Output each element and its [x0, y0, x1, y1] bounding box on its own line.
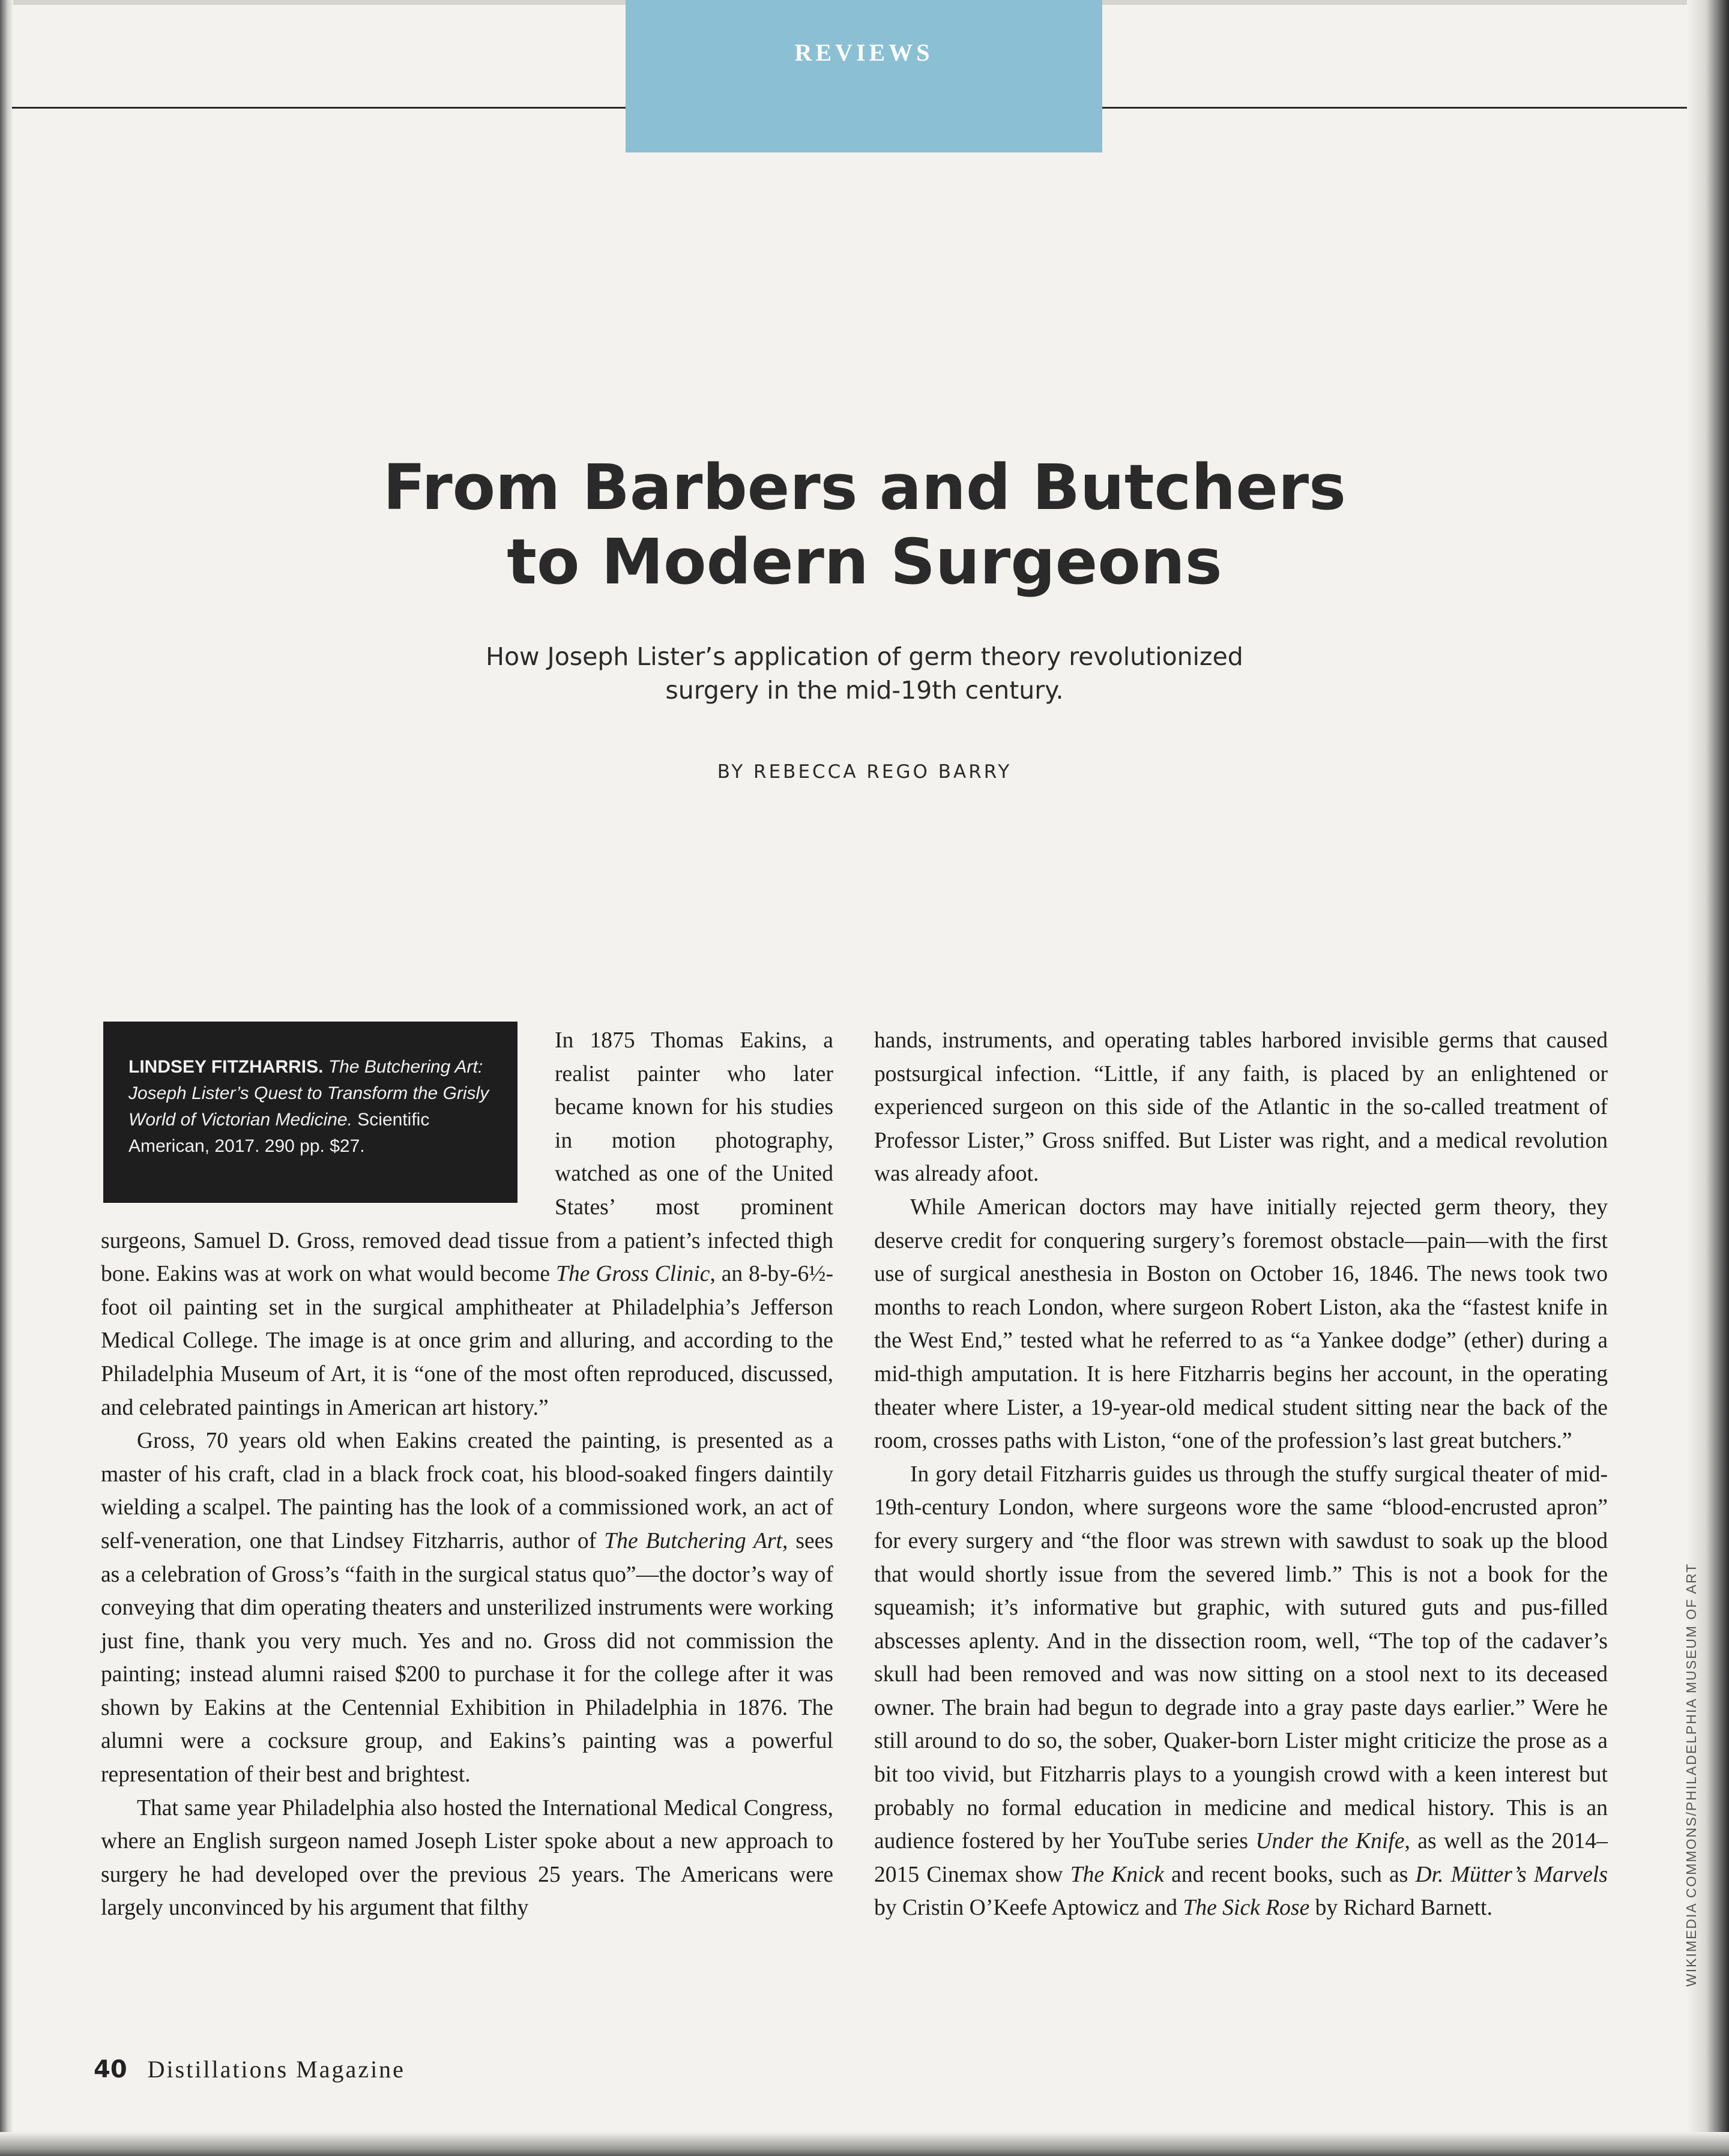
magazine-name: Distillations Magazine [147, 2056, 405, 2083]
p6-text-mid-3: by Cristin O’Keefe Aptowicz and [874, 1896, 1183, 1921]
p1-italic-title: The Gross Clinic [556, 1262, 710, 1287]
p6-text-mid-1: , as well as the 2014–2015 Cinemax show [874, 1829, 1608, 1887]
scan-edge-bottom [0, 2132, 1729, 2156]
p2-italic-title: The Butchering Art [604, 1528, 782, 1553]
body-column-2 [874, 1024, 1608, 1925]
paragraph-2 [101, 1424, 833, 1792]
byline: BY REBECCA REGO BARRY [717, 761, 1012, 783]
paragraph-4: hands, instruments, and operating tables harbored invisible germs that caused postsurgical infection. “Little, if any faith, is placed by an enlightened or experienced surgeon on this side of the Atlantic in the so-called treatment of Professor Lister,” Gross sniffed. But Lister was right, and a medical revolution was already afoot. [874, 1028, 1608, 1187]
p2-text-start: Gross, 70 years old when Eakins created the painting, is presented as a master of his craft, clad in a black frock coat, his blood-soaked fingers daintily wielding a scalpel. The painting has the look of a commissioned work, an act of self-veneration, one that Lindsey Fitzharris, author of [101, 1429, 833, 1553]
p6-italic-1: Under the Knife [1255, 1829, 1405, 1854]
paragraph-6 [874, 1458, 1608, 1925]
header-rule-left [12, 107, 626, 109]
book-title: The Butchering Art: Joseph Lister’s Quest to Transform the Grisly World of Victorian Medicine. [128, 1057, 489, 1130]
section-tab [626, 0, 1102, 152]
p1-text-end: , an 8-by-6½-foot oil painting set in the surgical amphitheater at Philadelphia’s Jefferson Medical College. The image is at once grim and alluring, and according to the Philadelphia Museum of Art, it is “one of the most often reproduced, discussed, and celebrated paintings in American art history.” [101, 1262, 833, 1420]
p6-italic-2: The Knick [1070, 1862, 1164, 1887]
dek-line-1: How Joseph Lister’s application of germ theory revolutionized [486, 642, 1243, 671]
section-label: REVIEWS [794, 38, 934, 66]
scan-edge-left [0, 0, 13, 2156]
p6-italic-3: Dr. Mütter’s Marvels [1415, 1862, 1608, 1887]
header-rule-right [1102, 107, 1687, 109]
p1-text-start: In 1875 Thomas Eakins, a realist painter who later became known for his studies in motion photography, watched as one of the United States’ most prominent surgeons, Samuel D. Gross, removed dead tissue from a patient’s infected thigh bone. Eakins was at work on what would become [101, 1028, 833, 1287]
article-dek [336, 640, 1393, 707]
book-box-wrap-space [101, 1024, 555, 1205]
article-title [180, 450, 1549, 599]
body-column-1 [101, 1024, 833, 1925]
p6-text-mid-2: and recent books, such as [1163, 1862, 1416, 1887]
page-number: 40 [94, 2056, 127, 2083]
photo-credit: WIKIMEDIA COMMONS/PHILADELPHIA MUSEUM OF ART [1683, 1562, 1699, 1987]
p6-text-start: In gory detail Fitzharris guides us through the stuffy surgical theater of mid-19th-century London, where surgeons wore the same “blood-encrusted apron” for every surgery and “the floor was strewn with sawdust to soak up the blood that would shortly issue from the severed limb.” This is not a book for the squeamish; it’s informative but graphic, with sutured guts and pus-filled abscesses aplenty. And in the dissection room, well, “The top of the cadaver’s skull had been removed and was now sitting on a stool next to its deceased owner. The brain had begun to degrade into a gray paste days earlier.” Were he still around to do so, the sober, Quaker-born Lister might criticize the prose as a bit too vivid, but Fitzharris plays to a youngish crowd with a keen interest but probably no formal education in medicine and medical history. This is an audience fostered by her YouTube series [874, 1462, 1608, 1854]
p6-text-end: by Richard Barnett. [1309, 1896, 1492, 1921]
title-line-2: to Modern Surgeons [507, 525, 1222, 598]
p2-text-end: , sees as a celebration of Gross’s “faith in the surgical status quo”—the doctor’s way of conveying that dim operating theaters and unsterilized instruments were working just fine, thank you very much. Yes and no. Gross did not commission the painting; instead alumni raised $200 to purchase it for the college after it was shown by Eakins at the Centennial Exhibition in Philadelphia in 1876. The alumni were a cocksure group, and Eakins’s painting was a powerful representation of their best and brightest. [101, 1528, 833, 1787]
p6-italic-4: The Sick Rose [1183, 1896, 1310, 1921]
dek-line-2: surgery in the mid-19th century. [665, 676, 1064, 705]
book-details: Scientific American, 2017. 290 pp. $27. [128, 1110, 430, 1156]
paragraph-5: While American doctors may have initially rejected germ theory, they deserve credit for conquering surgery’s foremost obstacle—pain—with the first use of surgical anesthesia in Boston on October 16, 1846. The news took two months to reach London, where surgeon Robert Liston, aka the “fastest knife in the West End,” tested what he referred to as “a Yankee dodge” (ether) during a mid-thigh amputation. It is here Fitzharris begins her account, in the operating theater where Lister, a 19-year-old medical student sitting near the back of the room, crosses paths with Liston, “one of the profession’s last great butchers.” [874, 1194, 1608, 1454]
title-line-1: From Barbers and Butchers [382, 451, 1347, 524]
page-footer [94, 2055, 405, 2083]
book-author: LINDSEY FITZHARRIS. [128, 1057, 324, 1077]
paragraph-3: That same year Philadelphia also hosted the International Medical Congress, where an English surgeon named Joseph Lister spoke about a new approach to surgery he had developed over the previous 25 years. The Americans were largely unconvinced by his argument that filthy [101, 1795, 833, 1921]
